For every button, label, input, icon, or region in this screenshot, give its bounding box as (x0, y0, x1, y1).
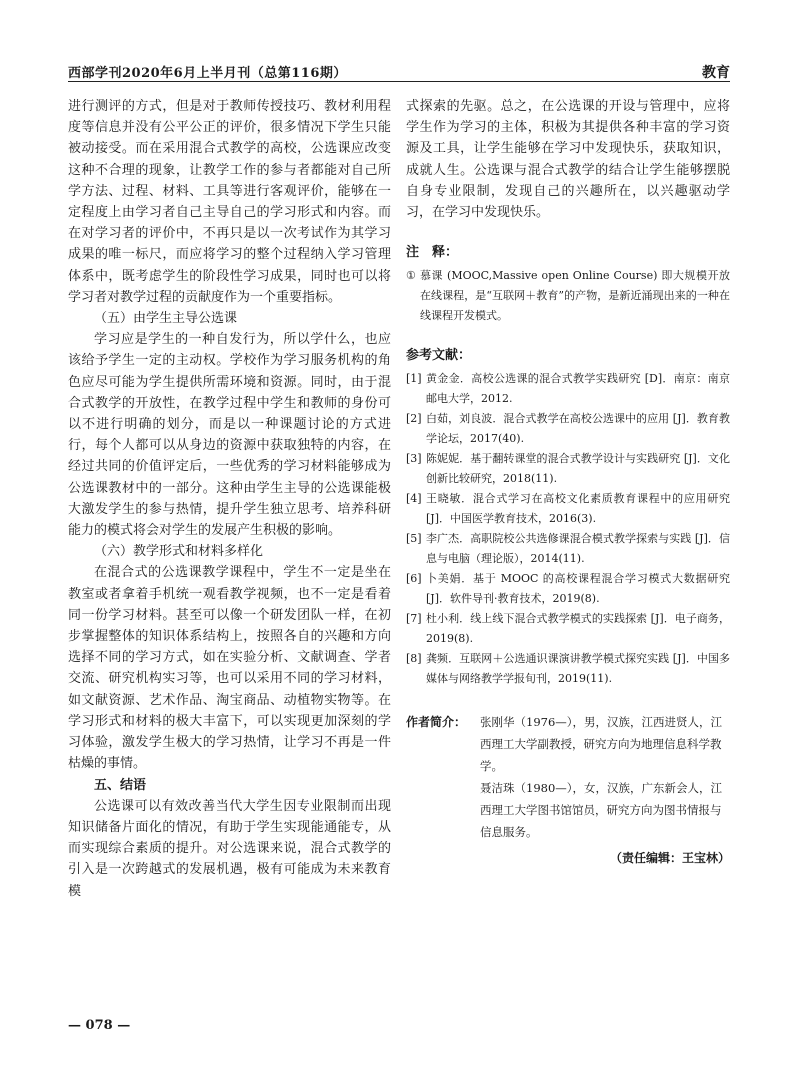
references-title: 参考文献： (406, 348, 472, 364)
header-rule (68, 81, 730, 82)
ref-number: [3] (406, 452, 422, 466)
ref-number: [4] (406, 492, 422, 506)
paragraph: 式探索的先驱。总之，在公选课的开设与管理中，应将学生作为学习的主体，积极为其提供各种丰富的学习资源及工具，让学生能够在学习中发现快乐，获取知识，成就人生。公选课与混合式教学的结合让学生能够摆脱自身专业限制，发现自己的兴趣所在，以兴趣驱动学习，在学习中发现快乐。 (406, 99, 730, 221)
reference-item (406, 489, 730, 529)
right-column (406, 96, 730, 866)
note-item (406, 266, 730, 326)
ref-text: 龚频．互联网＋公选通识课演讲教学模式探究实践 [J]．中国多媒体与网络教学学报旬刊，2019(11). (426, 652, 730, 686)
reference-item (406, 449, 730, 489)
author-label: 作者简介： (406, 715, 467, 730)
note-text: 慕课 (MOOC,Massive open Online Course) 即大规模开放在线课程，是“互联网＋教育”的产物，是新近涌现出来的一种在线课程开发模式。 (420, 269, 730, 323)
left-column (68, 96, 391, 902)
ref-number: [2] (406, 412, 422, 426)
journal-title: 西部学刊2020年6月上半月刊（总第116期） (68, 66, 347, 81)
ref-text: 王晓敏．混合式学习在高校文化素质教育课程中的应用研究 [J]．中国医学教育技术，2016(3). (426, 492, 730, 526)
author-bio-2: 聂洁珠（1980—），女，汉族，广东新会人，江西理工大学图书馆馆员，研究方向为图书情报与信息服务。 (480, 781, 723, 840)
paragraph: 学习应是学生的一种自发行为，所以学什么，也应该给予学生一定的主动权。学校作为学习服务机构的角色应尽可能为学生提供所需环境和资源。同时，由于混合式教学的开放性，在教学过程中学生和教师的身份可以不进行明确的划分，而是以一种课题讨论的方式进行，每个人都可以从身边的资源中获取独特的内容，在经过共同的价值评定后，一些优秀的学习材料能够成为公选课教材中的一部分。这种由学生主导的公选课能极大激发学生的参与热情，提升学生独立思考、培养科研能力的模式将会对学生的发展产生积极的影响。 (68, 332, 391, 539)
ref-text: 白茹，刘良波．混合式教学在高校公选课中的应用 [J]．教育教学论坛，2017(40). (426, 412, 730, 446)
ref-text: 黄金金．高校公选课的混合式教学实践研究 [D]．南京：南京邮电大学，2012. (426, 372, 730, 406)
ref-number: [6] (406, 572, 422, 586)
reference-item (406, 609, 730, 649)
notes-title: 注 释： (406, 245, 459, 261)
reference-item (406, 529, 730, 569)
ref-number: [7] (406, 612, 422, 626)
subheading: （五）由学生主导公选课 (94, 311, 238, 327)
page-header (68, 60, 730, 82)
note-number: ① (406, 269, 416, 283)
references-list (406, 369, 730, 689)
paragraph: 在混合式的公选课教学课程中，学生不一定是坐在教室或者拿着手机统一观看教学视频，也不一定是看着同一份学习材料。甚至可以像一个研发团队一样，在初步掌握整体的知识体系结构上，按照各自的兴趣和方向选择不同的学习方式，如在实验分析、文献调查、学者交流、研究机构实习等，也可以采用不同的学习材料，如文献资源、艺术作品、淘宝商品、动植物实物等。在学习形式和材料的极大丰富下，可以实现更加深刻的学习体验，激发学生极大的学习热情，让学习不再是一件枯燥的事情。 (68, 565, 391, 772)
author-bio (406, 711, 730, 843)
paragraph: 公选课可以有效改善当代大学生因专业限制而出现知识储备片面化的情况，有助于学生实现能通能专，从而实现综合素质的提升。对公选课来说，混合式教学的引入是一次跨越式的发展机遇，极有可能成为未来教育模 (68, 798, 391, 899)
ref-text: 陈妮妮．基于翻转课堂的混合式教学设计与实践研究 [J]．文化创新比较研究，2018(11). (426, 452, 730, 486)
ref-number: [8] (406, 652, 422, 666)
section-label: 教育 (702, 65, 730, 81)
ref-text: 杜小利．线上线下混合式教学模式的实践探索 [J]．电子商务，2019(8). (426, 612, 730, 646)
subheading: （六）教学形式和材料多样化 (94, 544, 264, 560)
ref-text: 卜美娟．基于 MOOC 的高校课程混合学习模式大数据研究 [J]．软件导刊·教育技术，2019(8). (426, 572, 730, 606)
ref-text: 李广杰．高职院校公共选修课混合模式教学探索与实践 [J]．信息与电脑（理论版），2014(11). (426, 532, 730, 566)
section-heading: 五、结语 (94, 777, 147, 793)
reference-item (406, 409, 730, 449)
author-bio-1: 张刚华（1976—），男，汉族，江西进贤人，江西理工大学副教授，研究方向为地理信息科学教学。 (480, 715, 723, 774)
reference-item (406, 569, 730, 609)
ref-number: [1] (406, 372, 422, 386)
reference-item (406, 649, 730, 689)
page-number: — 078 — (68, 1018, 131, 1033)
ref-number: [5] (406, 532, 422, 546)
responsible-editor: （责任编辑：王宝林） (609, 851, 730, 866)
paragraph: 进行测评的方式，但是对于教师传授技巧、教材利用程度等信息并没有公平公正的评价，很多情况下学生只能被动接受。而在采用混合式教学的高校，公选课应改变这种不合理的现象，让教学工作的参与者都能对自己所学方法、过程、材料、工具等进行客观评价，能够在一定程度上由学习者自己主导自己的学习形式和内容。而在对学习者的评价中，不再只是以一次考试作为其学习成果的唯一标尺，而应将学习的整个过程纳入学习管理体系中，既考虑学生的阶段性学习成果，同时也可以将学习者对教学过程的贡献度作为一个重要指标。 (68, 99, 391, 305)
reference-item (406, 369, 730, 409)
